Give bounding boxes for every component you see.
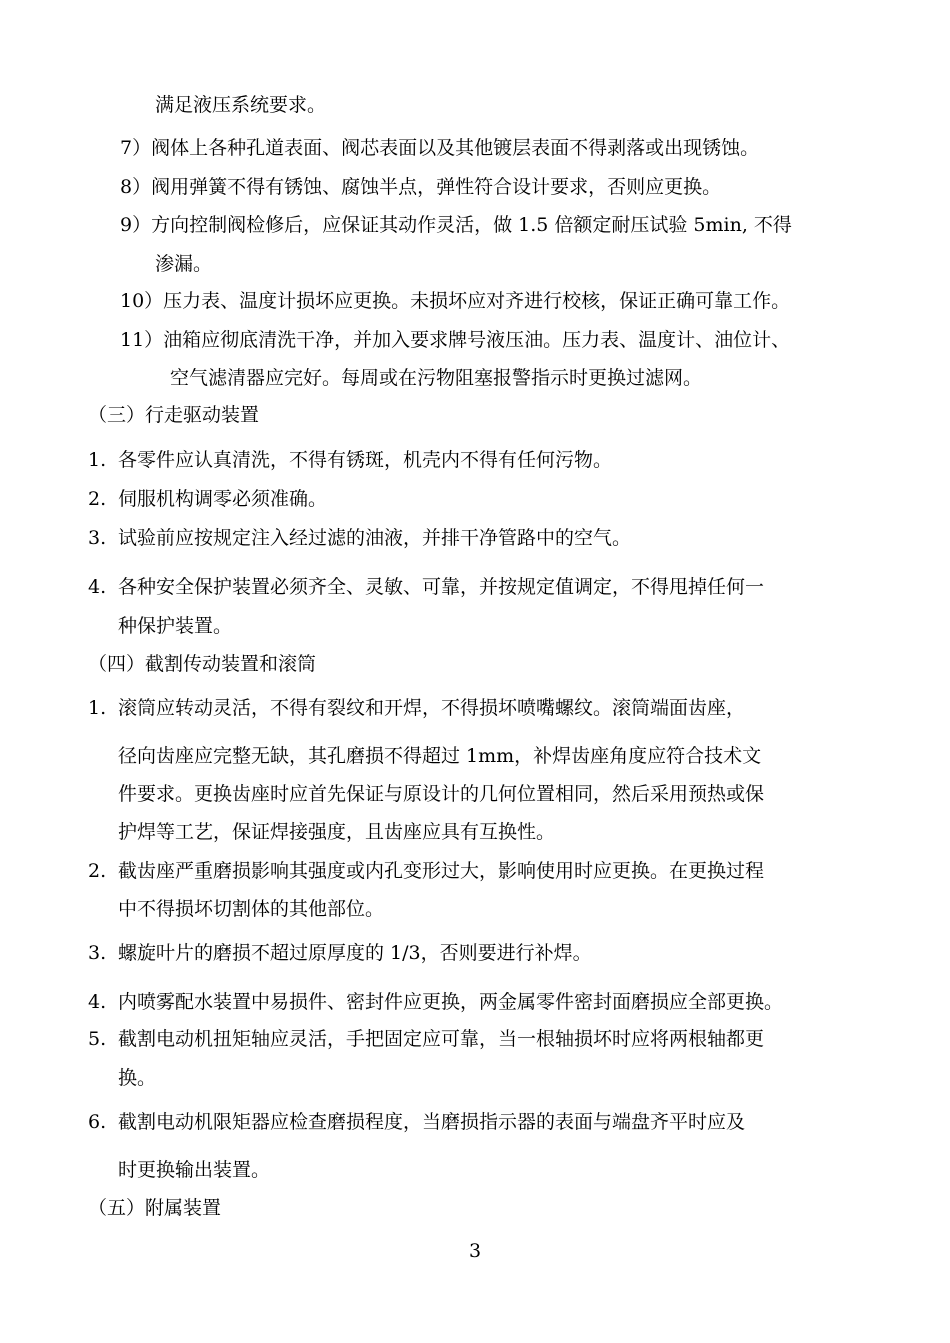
- list-item: 1. 滚筒应转动灵活，不得有裂纹和开焊，不得损坏喷嘴螺纹。滚筒端面齿座，: [88, 697, 746, 719]
- page-number: 3: [468, 1240, 482, 1262]
- list-item-11-cont: 空气滤清器应完好。每周或在污物阻塞报警指示时更换过滤网。: [170, 367, 703, 389]
- list-item: 1. 各零件应认真清洗，不得有锈斑，机壳内不得有任何污物。: [88, 449, 613, 471]
- list-item-7: 7）阀体上各种孔道表面、阀芯表面以及其他镀层表面不得剥落或出现锈蚀。: [120, 137, 760, 159]
- section-heading: （三）行走驱动装置: [88, 404, 260, 426]
- list-item: 4. 各种安全保护装置必须齐全、灵敏、可靠，并按规定值调定，不得甩掉任何一: [88, 576, 765, 598]
- list-item: 6. 截割电动机限矩器应检查磨损程度，当磨损指示器的表面与端盘齐平时应及: [88, 1111, 746, 1133]
- list-item-cont: 时更换输出装置。: [118, 1159, 271, 1181]
- list-item-9: 9）方向控制阀检修后，应保证其动作灵活，做 1.5 倍额定耐压试验 5min, 不得: [120, 214, 792, 236]
- list-item-cont: 护焊等工艺，保证焊接强度，且齿座应具有互换性。: [118, 821, 556, 843]
- list-item: 3. 试验前应按规定注入经过滤的油液，并排干净管路中的空气。: [88, 527, 632, 549]
- list-item-cont: 件要求。更换齿座时应首先保证与原设计的几何位置相同，然后采用预热或保: [118, 783, 765, 805]
- list-item-cont: 种保护装置。: [118, 615, 233, 637]
- section-heading: （四）截割传动装置和滚筒: [88, 653, 317, 675]
- list-item-9-cont: 渗漏。: [155, 253, 213, 275]
- list-item-11: 11）油箱应彻底清洗干净，并加入要求牌号液压油。压力表、温度计、油位计、: [120, 329, 791, 351]
- list-item: 2. 伺服机构调零必须准确。: [88, 488, 328, 510]
- list-item-10: 10）压力表、温度计损坏应更换。未损坏应对齐进行校核，保证正确可靠工作。: [120, 290, 791, 312]
- list-item: 2. 截齿座严重磨损影响其强度或内孔变形过大，影响使用时应更换。在更换过程: [88, 860, 765, 882]
- list-item: 3. 螺旋叶片的磨损不超过原厚度的 1/3，否则要进行补焊。: [88, 942, 592, 964]
- list-item-8: 8）阀用弹簧不得有锈蚀、腐蚀半点，弹性符合设计要求，否则应更换。: [120, 176, 722, 198]
- list-item-cont: 径向齿座应完整无缺，其孔磨损不得超过 1mm，补焊齿座角度应符合技术文: [118, 745, 762, 767]
- paragraph-continuation: 满足液压系统要求。: [155, 94, 327, 116]
- list-item: 5. 截割电动机扭矩轴应灵活，手把固定应可靠，当一根轴损坏时应将两根轴都更: [88, 1028, 765, 1050]
- list-item: 4. 内喷雾配水装置中易损件、密封件应更换，两金属零件密封面磨损应全部更换。: [88, 991, 784, 1013]
- list-item-cont: 中不得损坏切割体的其他部位。: [118, 898, 385, 920]
- list-item-cont: 换。: [118, 1067, 157, 1089]
- section-heading: （五）附属装置: [88, 1197, 222, 1219]
